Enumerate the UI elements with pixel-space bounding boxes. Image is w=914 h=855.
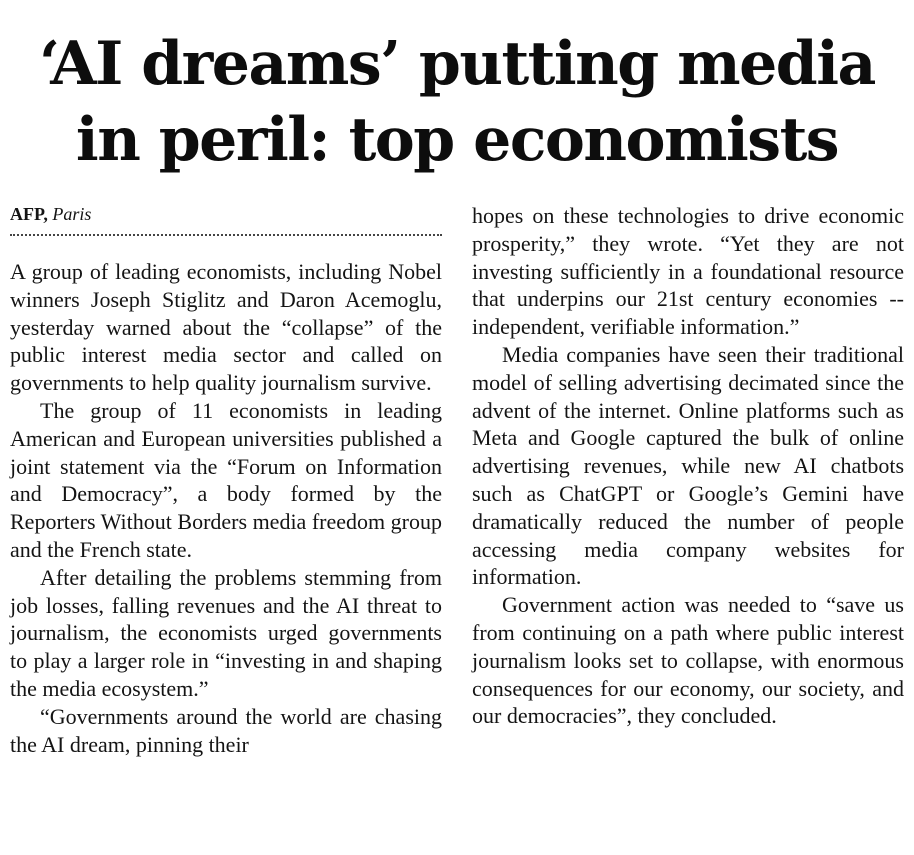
headline	[0, 26, 914, 178]
byline-place: Paris	[52, 204, 92, 224]
paragraph: The group of 11 economists in leading American and European universities published a joint statement via the “Forum on Information and Democracy”, a body formed by the Reporters Without Borders media freedom group and the French state.	[10, 397, 442, 562]
headline-line-1: ‘AI dreams’ putting media	[39, 29, 875, 99]
paragraph: A group of leading economists, including Nobel winners Joseph Stiglitz and Daron Acemoglu, yesterday warned about the “collapse” of the public interest media sector and called on governments to help quality journalism survive.	[10, 259, 442, 396]
headline-line-2: in peril: top economists	[75, 105, 839, 175]
byline-agency: AFP,	[10, 204, 48, 224]
paragraph: After detailing the problems stemming from job losses, falling revenues and the AI threat to journalism, the economists urged governments to play a larger role in “investing in and shaping the media ecosystem.”	[10, 564, 442, 701]
paragraph: hopes on these technologies to drive economic prosperity,” they wrote. “Yet they are not investing sufficiently in a foundational resource that underpins our 21st century economies -- independent, verifiable information.”	[472, 203, 904, 340]
article-column-right	[472, 202, 904, 730]
paragraph: “Governments around the world are chasing the AI dream, pinning their	[10, 703, 442, 757]
paragraph: Government action was needed to “save us from continuing on a path where public interest journalism looks set to collapse, with enormous consequences for our economy, our society, and our democracies”, they concluded.	[472, 592, 904, 729]
paragraph: Media companies have seen their traditional model of selling advertising decimated since the advent of the internet. Online platforms such as Meta and Google captured the bulk of online advertising revenues, while new AI chatbots such as ChatGPT or Google’s Gemini have dramatically reduced the number of people accessing media company websites for information.	[472, 341, 904, 590]
article-column-left	[10, 202, 442, 758]
byline	[10, 202, 442, 236]
